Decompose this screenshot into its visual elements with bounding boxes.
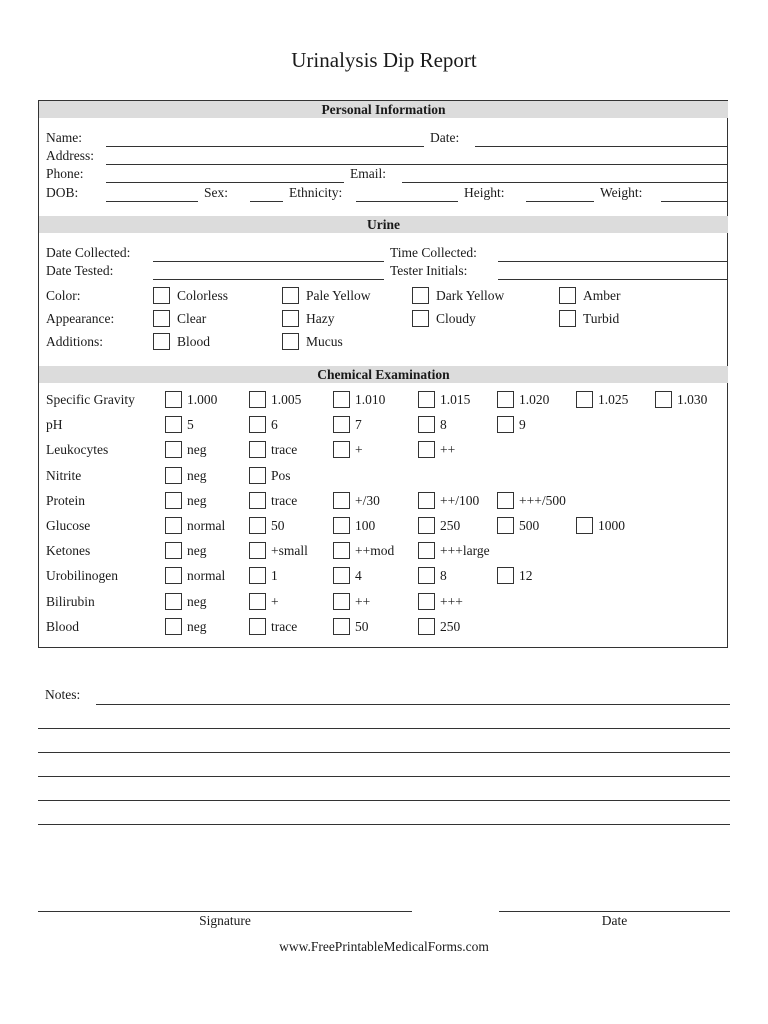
option-checkbox[interactable] xyxy=(418,567,435,584)
option-checkbox[interactable] xyxy=(165,391,182,408)
option-checkbox[interactable] xyxy=(418,517,435,534)
option-label: 1.030 xyxy=(677,392,708,407)
option-label: ++ xyxy=(440,442,456,458)
option-label: +++ xyxy=(440,593,463,609)
option-label: neg xyxy=(187,467,207,483)
option-label: 1.015 xyxy=(440,392,471,407)
option-label: + xyxy=(355,442,363,458)
option-label: neg xyxy=(187,593,207,609)
option-checkbox[interactable] xyxy=(153,333,170,350)
row-label: Protein xyxy=(46,492,85,508)
option-label: 50 xyxy=(271,518,285,533)
date-field[interactable] xyxy=(475,146,728,147)
row-label: Color: xyxy=(46,288,81,303)
option-label: trace xyxy=(271,442,298,458)
option-label: Colorless xyxy=(177,288,229,303)
option-checkbox[interactable] xyxy=(282,310,299,327)
row-label: Leukocytes xyxy=(46,442,109,458)
option-label: Clear xyxy=(177,311,207,326)
option-checkbox[interactable] xyxy=(418,593,435,610)
option-checkbox[interactable] xyxy=(497,567,514,584)
option-checkbox[interactable] xyxy=(249,391,266,408)
height-label: Height: xyxy=(464,185,505,200)
option-label: Cloudy xyxy=(436,311,476,326)
row-label: Specific Gravity xyxy=(46,392,135,407)
option-checkbox[interactable] xyxy=(333,542,350,559)
row-label: Bilirubin xyxy=(46,593,95,609)
notes-line-6[interactable] xyxy=(38,824,730,825)
option-label: 250 xyxy=(440,518,461,533)
option-label: +/30 xyxy=(355,492,380,508)
time-collected-field[interactable] xyxy=(498,261,728,262)
row-label: Blood xyxy=(46,618,80,634)
date-label: Date: xyxy=(430,130,460,145)
phone-label: Phone: xyxy=(46,166,84,181)
option-checkbox[interactable] xyxy=(249,593,266,610)
signature-line[interactable] xyxy=(38,911,412,912)
option-checkbox[interactable] xyxy=(412,287,429,304)
email-field[interactable] xyxy=(402,182,728,183)
option-label: 7 xyxy=(355,417,362,433)
option-checkbox[interactable] xyxy=(497,517,514,534)
option-label: Pale Yellow xyxy=(306,288,371,303)
option-label: neg xyxy=(187,492,207,508)
row-label: Urobilinogen xyxy=(46,568,118,584)
option-label: +small xyxy=(271,543,308,559)
notes-line-4[interactable] xyxy=(38,776,730,777)
option-label: 1.000 xyxy=(187,392,218,407)
option-label: ++mod xyxy=(355,543,395,559)
option-label: 500 xyxy=(519,518,540,533)
dob-field[interactable] xyxy=(106,201,198,202)
option-label: ++ xyxy=(355,593,371,609)
date-collected-field[interactable] xyxy=(153,261,384,262)
option-checkbox[interactable] xyxy=(576,391,593,408)
footer-url: www.FreePrintableMedicalForms.com xyxy=(279,939,489,954)
option-label: Blood xyxy=(177,334,211,349)
option-checkbox[interactable] xyxy=(249,416,266,433)
weight-field[interactable] xyxy=(661,201,728,202)
option-checkbox[interactable] xyxy=(282,333,299,350)
dob-label: DOB: xyxy=(46,185,79,200)
date-tested-field[interactable] xyxy=(153,279,384,280)
option-checkbox[interactable] xyxy=(249,441,266,458)
option-checkbox[interactable] xyxy=(418,441,435,458)
option-checkbox[interactable] xyxy=(333,492,350,509)
notes-line-1[interactable] xyxy=(96,704,730,705)
option-checkbox[interactable] xyxy=(497,492,514,509)
time-collected-label: Time Collected: xyxy=(390,245,477,260)
notes-line-5[interactable] xyxy=(38,800,730,801)
option-label: +++large xyxy=(440,543,490,559)
option-label: 1.025 xyxy=(598,392,629,407)
option-label: 8 xyxy=(440,568,447,584)
option-label: +++/500 xyxy=(519,492,566,508)
height-field[interactable] xyxy=(526,201,594,202)
option-checkbox[interactable] xyxy=(282,287,299,304)
weight-label: Weight: xyxy=(600,185,643,200)
option-checkbox[interactable] xyxy=(333,618,350,635)
option-checkbox[interactable] xyxy=(249,517,266,534)
notes-label: Notes: xyxy=(45,687,81,702)
option-checkbox[interactable] xyxy=(655,391,672,408)
option-checkbox[interactable] xyxy=(153,287,170,304)
option-checkbox[interactable] xyxy=(165,618,182,635)
date-collected-label: Date Collected: xyxy=(46,245,131,260)
option-label: 12 xyxy=(519,568,533,584)
sex-field[interactable] xyxy=(250,201,283,202)
option-checkbox[interactable] xyxy=(165,467,182,484)
option-label: 50 xyxy=(355,618,369,634)
form-box xyxy=(38,100,728,648)
option-label: 1.005 xyxy=(271,392,302,407)
option-label: 6 xyxy=(271,417,278,433)
notes-line-2[interactable] xyxy=(38,728,730,729)
option-checkbox[interactable] xyxy=(249,567,266,584)
option-label: Pos xyxy=(271,467,291,483)
option-checkbox[interactable] xyxy=(249,542,266,559)
notes-line-3[interactable] xyxy=(38,752,730,753)
option-checkbox[interactable] xyxy=(418,618,435,635)
option-checkbox[interactable] xyxy=(418,492,435,509)
option-label: 1 xyxy=(271,568,278,584)
row-label: Glucose xyxy=(46,518,91,533)
option-checkbox[interactable] xyxy=(165,542,182,559)
option-checkbox[interactable] xyxy=(333,593,350,610)
option-label: 1.020 xyxy=(519,392,550,407)
row-label: Ketones xyxy=(46,543,91,559)
option-checkbox[interactable] xyxy=(418,416,435,433)
option-checkbox[interactable] xyxy=(165,517,182,534)
page-title: Urinalysis Dip Report xyxy=(291,48,477,72)
option-label: 1000 xyxy=(598,518,625,533)
option-label: 9 xyxy=(519,417,526,433)
option-label: 1.010 xyxy=(355,392,386,407)
option-checkbox[interactable] xyxy=(333,391,350,408)
sex-label: Sex: xyxy=(204,185,229,200)
option-label: neg xyxy=(187,543,207,559)
signature-label: Signature xyxy=(199,913,251,928)
row-label: Additions: xyxy=(46,334,104,349)
option-label: neg xyxy=(187,618,207,634)
option-label: normal xyxy=(187,518,226,533)
chemical-examination-heading: Chemical Examination xyxy=(39,366,728,383)
option-label: + xyxy=(271,593,279,609)
row-label: pH xyxy=(46,417,63,433)
tester-initials-label: Tester Initials: xyxy=(390,263,468,278)
option-checkbox[interactable] xyxy=(249,492,266,509)
option-label: 250 xyxy=(440,618,461,634)
option-label: Mucus xyxy=(306,334,343,349)
name-label: Name: xyxy=(46,130,82,145)
option-checkbox[interactable] xyxy=(497,391,514,408)
option-checkbox[interactable] xyxy=(497,416,514,433)
option-label: trace xyxy=(271,492,298,508)
option-checkbox[interactable] xyxy=(333,416,350,433)
address-label: Address: xyxy=(46,148,94,163)
row-label: Appearance: xyxy=(46,311,115,326)
option-label: ++/100 xyxy=(440,492,480,508)
option-checkbox[interactable] xyxy=(559,310,576,327)
tester-initials-field[interactable] xyxy=(498,279,728,280)
phone-field[interactable] xyxy=(106,182,344,183)
option-checkbox[interactable] xyxy=(333,441,350,458)
signature-date-line[interactable] xyxy=(499,911,730,912)
name-field[interactable] xyxy=(106,146,424,147)
option-checkbox[interactable] xyxy=(576,517,593,534)
option-checkbox[interactable] xyxy=(418,391,435,408)
option-label: Hazy xyxy=(306,311,335,326)
date-tested-label: Date Tested: xyxy=(46,263,114,278)
option-checkbox[interactable] xyxy=(153,310,170,327)
option-checkbox[interactable] xyxy=(412,310,429,327)
option-label: normal xyxy=(187,568,226,584)
personal-information-heading: Personal Information xyxy=(39,101,728,118)
option-checkbox[interactable] xyxy=(165,593,182,610)
option-label: Amber xyxy=(583,288,621,303)
option-checkbox[interactable] xyxy=(249,467,266,484)
email-label: Email: xyxy=(350,166,386,181)
option-checkbox[interactable] xyxy=(333,517,350,534)
option-label: 4 xyxy=(355,568,362,584)
signature-date-label: Date xyxy=(601,913,628,928)
option-checkbox[interactable] xyxy=(165,441,182,458)
option-checkbox[interactable] xyxy=(418,542,435,559)
urine-heading: Urine xyxy=(39,216,728,233)
option-checkbox[interactable] xyxy=(165,492,182,509)
row-label: Nitrite xyxy=(46,467,82,483)
option-label: 8 xyxy=(440,417,447,433)
option-checkbox[interactable] xyxy=(165,567,182,584)
option-label: Dark Yellow xyxy=(436,288,505,303)
option-checkbox[interactable] xyxy=(165,416,182,433)
option-label: 100 xyxy=(355,518,376,533)
option-label: trace xyxy=(271,618,298,634)
ethnicity-field[interactable] xyxy=(356,201,458,202)
option-label: 5 xyxy=(187,417,194,433)
option-checkbox[interactable] xyxy=(333,567,350,584)
option-label: neg xyxy=(187,442,207,458)
address-field[interactable] xyxy=(106,164,728,165)
option-checkbox[interactable] xyxy=(559,287,576,304)
ethnicity-label: Ethnicity: xyxy=(289,185,343,200)
option-label: Turbid xyxy=(583,311,620,326)
option-checkbox[interactable] xyxy=(249,618,266,635)
